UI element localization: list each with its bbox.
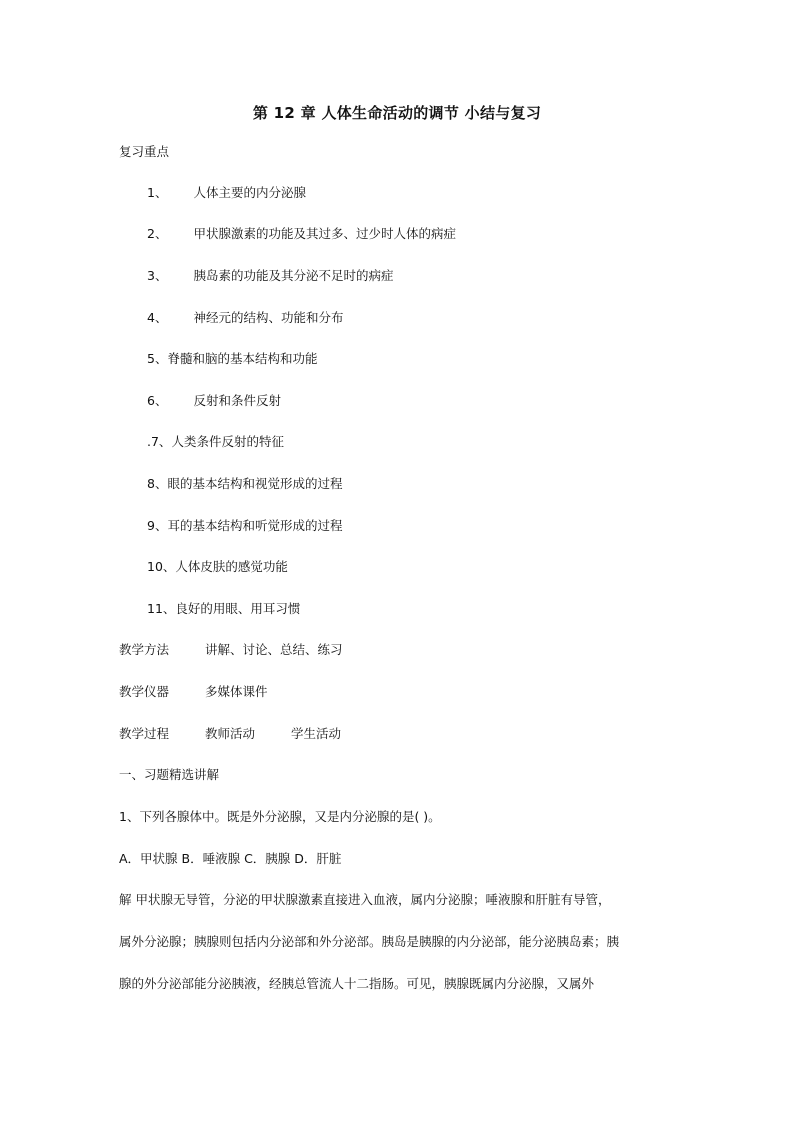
review-heading: 复习重点 <box>119 144 170 159</box>
item-number: 8、 <box>147 476 168 491</box>
teaching-equipment <box>119 682 268 700</box>
item-text: 眼的基本结构和视觉形成的过程 <box>167 476 343 491</box>
item-text: 反射和条件反射 <box>193 393 281 408</box>
review-item-11 <box>147 599 300 617</box>
review-item-8 <box>147 474 342 492</box>
teaching-process-label: 教学过程 <box>119 726 170 741</box>
item-text: 人类条件反射的特征 <box>171 434 284 449</box>
review-item-6 <box>147 391 281 409</box>
item-number: 9、 <box>147 518 168 533</box>
review-item-2 <box>147 224 456 242</box>
item-number: 11、 <box>147 601 176 616</box>
section-heading: 一、习题精选讲解 <box>119 767 220 782</box>
teaching-equipment-label: 教学仪器 <box>119 684 170 699</box>
review-item-7 <box>147 432 284 450</box>
item-number: 2、 <box>147 226 168 241</box>
answer-line-2: 属外分泌腺；胰腺则包括内分泌部和外分泌部。胰岛是胰腺的内分泌部，能分泌胰岛素；胰 <box>119 934 620 949</box>
answer-line-1: 解 甲状腺无导管，分泌的甲状腺激素直接进入血液，属内分泌腺；唾液腺和肝脏有导管， <box>119 892 611 907</box>
item-text: 甲状腺激素的功能及其过多、过少时人体的病症 <box>193 226 456 241</box>
teaching-method <box>119 640 343 658</box>
review-item-9 <box>147 516 342 534</box>
item-text: 人体皮肤的感觉功能 <box>175 559 288 574</box>
item-number: .7、 <box>147 434 172 449</box>
answer-line-3: 腺的外分泌部能分泌胰液，经胰总管流人十二指肠。可见，胰腺既属内分泌腺，又属外 <box>119 976 595 991</box>
teaching-method-label: 教学方法 <box>119 642 170 657</box>
teacher-activity-header: 教师活动 <box>204 726 255 741</box>
item-text: 神经元的结构、功能和分布 <box>193 310 344 325</box>
question-1-options: A．甲状腺 B．唾液腺 C．胰腺 D．肝脏 <box>119 851 342 866</box>
item-text: 脊髓和脑的基本结构和功能 <box>167 351 318 366</box>
teaching-method-value: 讲解、讨论、总结、练习 <box>204 642 343 657</box>
item-number: 3、 <box>147 268 168 283</box>
page-title: 第 12 章 人体生命活动的调节 小结与复习 <box>252 104 542 122</box>
review-item-1 <box>147 183 306 201</box>
item-number: 6、 <box>147 393 168 408</box>
review-item-4 <box>147 308 343 326</box>
teaching-equipment-value: 多媒体课件 <box>204 684 268 699</box>
item-number: 10、 <box>147 559 176 574</box>
teaching-process <box>119 724 341 742</box>
item-number: 5、 <box>147 351 168 366</box>
item-text: 良好的用眼、用耳习惯 <box>175 601 301 616</box>
item-number: 1、 <box>147 185 168 200</box>
item-text: 胰岛素的功能及其分泌不足时的病症 <box>193 268 394 283</box>
question-1: 1、下列各腺体中。既是外分泌腺，又是内分泌腺的是( )。 <box>119 809 441 824</box>
review-item-5 <box>147 349 317 367</box>
review-item-3 <box>147 266 393 284</box>
item-text: 耳的基本结构和听觉形成的过程 <box>167 518 343 533</box>
student-activity-header: 学生活动 <box>290 726 341 741</box>
item-text: 人体主要的内分泌腺 <box>193 185 306 200</box>
item-number: 4、 <box>147 310 168 325</box>
review-item-10 <box>147 557 288 575</box>
